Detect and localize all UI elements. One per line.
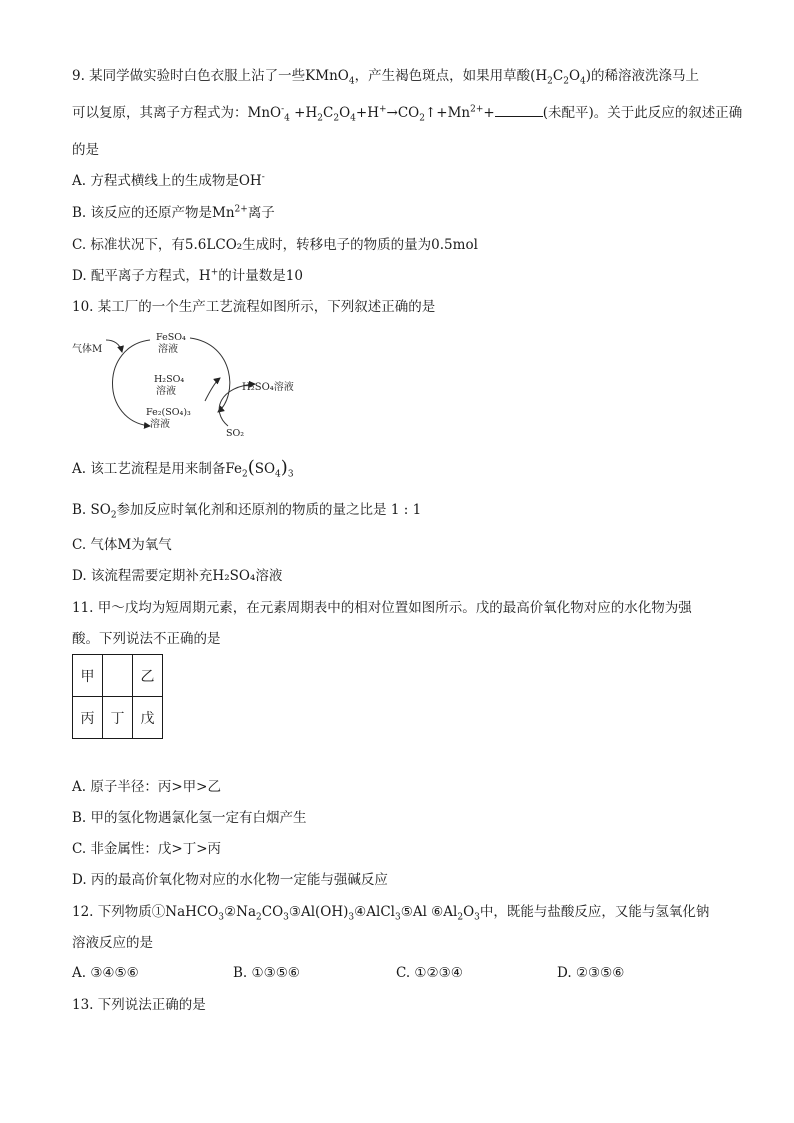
table-cell: 戊 bbox=[133, 697, 163, 739]
table-cell: 丁 bbox=[103, 697, 133, 739]
equation-term: +H bbox=[355, 105, 379, 121]
q12-option-d[interactable]: D. ②③⑤⑥ bbox=[557, 965, 625, 981]
subscript: 3 bbox=[348, 912, 355, 923]
equation-term: C bbox=[323, 105, 334, 121]
subscript: 3 bbox=[474, 912, 480, 923]
q9-text: )的稀溶液洗涤马上 bbox=[585, 68, 700, 84]
equation-term: +H bbox=[294, 105, 318, 121]
option-text: D. 配平离子方程式，H bbox=[72, 268, 211, 284]
q12-option-a[interactable]: A. ③④⑤⑥ bbox=[72, 965, 139, 981]
q12-option-c[interactable]: C. ①②③④ bbox=[396, 965, 463, 981]
superscript: - bbox=[261, 172, 265, 183]
equation-term: MnO bbox=[247, 105, 282, 121]
subscript: 4 bbox=[350, 113, 356, 124]
periodic-table-fragment bbox=[72, 654, 163, 739]
q9-text: O bbox=[568, 68, 581, 84]
h2so4-arrow bbox=[205, 378, 220, 401]
superscript: - bbox=[281, 104, 285, 115]
q10-option-d[interactable]: D. 该流程需要定期补充H₂SO₄溶液 bbox=[72, 568, 283, 584]
q12-option-b[interactable]: B. ①③⑤⑥ bbox=[233, 965, 300, 981]
cycle-arc bbox=[113, 340, 151, 426]
option-text: 参加反应时氧化剂和还原剂的物质的量之比是 1 : 1 bbox=[116, 502, 422, 518]
option-text: A. 方程式横线上的生成物是OH bbox=[72, 173, 262, 189]
q12-text: O bbox=[463, 904, 475, 920]
subscript: 2 bbox=[547, 76, 553, 87]
q9-line-2 bbox=[72, 102, 742, 123]
option-text: 离子 bbox=[247, 205, 275, 221]
subscript: 2 bbox=[256, 912, 262, 923]
equation-term: + bbox=[483, 105, 495, 121]
process-flow-diagram bbox=[70, 326, 310, 441]
q11-stem-line-1: 11. 甲～戊均为短周期元素，在元素周期表中的相对位置如图所示。戊的最高价氧化物对应的水化物为强 bbox=[72, 600, 692, 616]
h2so4-output-label: H₂SO₄溶液 bbox=[242, 382, 294, 393]
subscript: 3 bbox=[218, 912, 225, 923]
subscript: 2 bbox=[317, 113, 323, 124]
superscript: 2+ bbox=[470, 104, 484, 115]
q9-line-1 bbox=[72, 66, 699, 86]
q12-text: 12. 下列物质①NaHCO bbox=[72, 904, 219, 920]
q12-text: 中，既能与盐酸反应，又能与氢氧化钠 bbox=[479, 904, 710, 920]
fe2so43-label: Fe₂(SO₄)₃ bbox=[146, 407, 191, 418]
h2so4-solution-label: 溶液 bbox=[156, 386, 176, 397]
option-text: SO bbox=[254, 461, 276, 477]
q9-line-3: 的是 bbox=[72, 142, 99, 158]
table-row bbox=[73, 697, 163, 739]
q12-stem-line-2: 溶液反应的是 bbox=[72, 935, 153, 951]
q10-option-a[interactable] bbox=[72, 458, 294, 479]
subscript: 2 bbox=[457, 912, 464, 923]
fe2so43-solution-label: 溶液 bbox=[150, 419, 170, 430]
superscript: 2+ bbox=[234, 204, 248, 215]
superscript: + bbox=[210, 267, 219, 278]
subscript: 2 bbox=[333, 113, 340, 124]
q10-option-b[interactable] bbox=[72, 500, 421, 520]
q12-text: ②Na bbox=[224, 904, 256, 920]
table-cell bbox=[103, 655, 133, 697]
q12-text: ④AlCl bbox=[354, 904, 395, 920]
subscript: 4 bbox=[275, 469, 281, 480]
equation-term: →CO bbox=[386, 105, 420, 121]
superscript: + bbox=[378, 104, 387, 115]
q9-text: 9. 某同学做实验时白色衣服上沾了一些KMnO bbox=[72, 68, 349, 84]
table-row bbox=[73, 655, 163, 697]
gas-m-arrow bbox=[106, 340, 122, 352]
q9-text: (未配平)。关于此反应的叙述正确 bbox=[542, 105, 743, 121]
subscript: 2 bbox=[241, 469, 248, 480]
gas-m-label: 气体M bbox=[72, 344, 103, 355]
q13-stem: 13. 下列说法正确的是 bbox=[72, 997, 206, 1013]
subscript: 2 bbox=[110, 510, 117, 521]
option-text: B. SO bbox=[72, 502, 111, 518]
q12-text: CO bbox=[261, 904, 284, 920]
table-cell: 丙 bbox=[73, 697, 103, 739]
table-cell: 甲 bbox=[73, 655, 103, 697]
q11-option-c[interactable]: C. 非金属性：戊>丁>丙 bbox=[72, 841, 222, 857]
answer-blank[interactable] bbox=[495, 102, 543, 117]
subscript: 3 bbox=[283, 912, 289, 923]
subscript: 4 bbox=[580, 76, 586, 87]
subscript: 3 bbox=[287, 469, 294, 480]
q11-stem-line-2: 酸。下列说法不正确的是 bbox=[72, 631, 221, 647]
q9-option-d[interactable] bbox=[72, 266, 303, 286]
q9-option-c[interactable]: C. 标准状况下，有5.6LCO₂生成时，转移电子的物质的量为0.5mol bbox=[72, 237, 478, 253]
table-cell: 乙 bbox=[133, 655, 163, 697]
q12-text: ③Al(OH) bbox=[288, 904, 349, 920]
h2so4-label: H₂SO₄ bbox=[154, 374, 185, 385]
paren-close: ) bbox=[280, 457, 288, 478]
q11-option-b[interactable]: B. 甲的氢化物遇氯化氢一定有白烟产生 bbox=[72, 810, 307, 826]
feso4-solution-label: 溶液 bbox=[158, 344, 178, 355]
q9-text: 可以复原，其离子方程式为： bbox=[72, 105, 248, 121]
equation-term: ↑+Mn bbox=[424, 105, 471, 121]
paren-open: ( bbox=[247, 457, 255, 478]
q12-text: ⑤Al ⑥Al bbox=[400, 904, 458, 920]
q9-option-b[interactable] bbox=[72, 203, 275, 223]
q10-option-c[interactable]: C. 气体M为氧气 bbox=[72, 537, 172, 553]
feso4-label: FeSO₄ bbox=[156, 332, 186, 343]
q9-text: C bbox=[552, 68, 564, 84]
subscript: 4 bbox=[348, 76, 355, 87]
option-text: B. 该反应的还原产物是Mn bbox=[72, 205, 235, 221]
subscript: 2 bbox=[419, 113, 425, 124]
equation-term: O bbox=[339, 105, 351, 121]
q12-stem-line-1 bbox=[72, 902, 709, 922]
subscript: 2 bbox=[563, 76, 569, 87]
q9-option-a[interactable] bbox=[72, 171, 265, 191]
q11-option-d[interactable]: D. 丙的最高价氧化物对应的水化物一定能与强碱反应 bbox=[72, 872, 388, 888]
q10-stem: 10. 某工厂的一个生产工艺流程如图所示，下列叙述正确的是 bbox=[72, 299, 436, 315]
subscript: 3 bbox=[394, 912, 401, 923]
q9-text: ，产生褐色斑点，如果用草酸(H bbox=[354, 68, 548, 84]
q11-option-a[interactable]: A. 原子半径：丙>甲>乙 bbox=[72, 779, 221, 795]
option-text: A. 该工艺流程是用来制备Fe bbox=[72, 461, 242, 477]
subscript: 4 bbox=[284, 113, 290, 124]
option-text: 的计量数是10 bbox=[218, 268, 303, 284]
so2-label: SO₂ bbox=[226, 428, 245, 439]
cycle-arc-right bbox=[190, 338, 230, 412]
